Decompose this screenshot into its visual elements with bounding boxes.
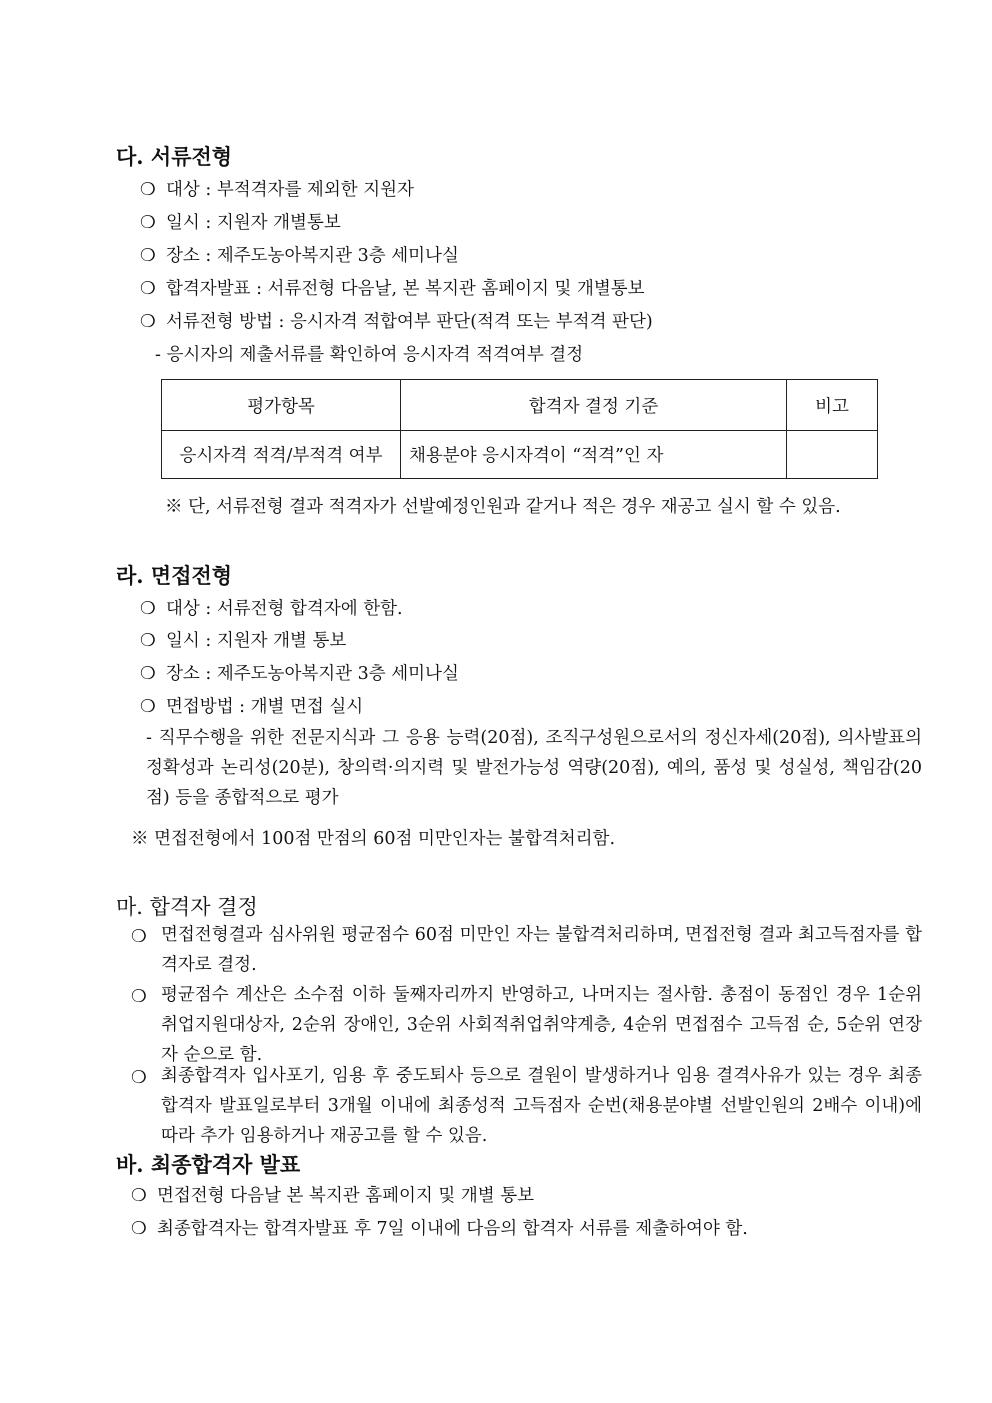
list-item: ❍ 일시 : 지원자 개별통보 (140, 210, 341, 236)
note: ※ 면접전형에서 100점 만점의 60점 미만인자는 불합격처리함. (131, 829, 616, 849)
table-cell: 응시자격 적격/부적격 여부 (162, 431, 401, 479)
section-title-final: 바. 최종합격자 발표 (116, 1152, 301, 1177)
list-item: ❍ 대상 : 서류전형 합격자에 한함. (140, 596, 403, 622)
bullet-icon: ❍ (140, 279, 156, 299)
sub-item: - 응시자의 제출서류를 확인하여 응시자격 적격여부 결정 (155, 345, 584, 365)
section-title-screening: 다. 서류전형 (116, 144, 233, 169)
bullet-icon: ❍ (140, 697, 156, 717)
list-item: ❍ 장소 : 제주도농아복지관 3층 세미나실 (140, 243, 459, 269)
list-item: ❍ 대상 : 부적격자를 제외한 지원자 (140, 177, 414, 203)
evaluation-table (161, 379, 878, 479)
table-cell: 채용분야 응시자격이 “적격”인 자 (401, 431, 787, 479)
bullet-icon: ❍ (140, 213, 156, 233)
interview-criteria: - 직무수행을 위한 전문지식과 그 응용 능력(20점), 조직구성원으로서의 정신자세(20점), 의사발표의 정확성과 논리성(20분), 창의력·의지력 및 발전가능성 역량(20점), 예의, 품성 및 성실성, 책임감(20점) 등을 종합적으로 평가 (146, 728, 922, 808)
table-header-cell: 합격자 결정 기준 (401, 380, 787, 431)
list-item: ❍ 면접전형 다음날 본 복지관 홈페이지 및 개별 통보 (131, 1183, 534, 1209)
list-item: 평균점수 계산은 소수점 이하 둘째자리까지 반영하고, 나머지는 절사함. 총점이 동점인 경우 1순위 취업지원대상자, 2순위 장애인, 3순위 사회적취업취약계층, 4순위 면접점수 고득점 순, 5순위 연장자 순으로 함. (161, 985, 922, 1065)
bullet-icon: ❍ (131, 1186, 147, 1206)
bullet-icon: ❍ (140, 246, 156, 266)
bullet-icon: ❍ (131, 1068, 147, 1088)
bullet-icon: ❍ (140, 312, 156, 332)
bullet-icon: ❍ (140, 180, 156, 200)
list-item: 면접전형결과 심사위원 평균점수 60점 미만인 자는 불합격처리하며, 면접전형 결과 최고득점자를 합격자로 결정. (161, 925, 922, 975)
note: ※ 단, 서류전형 결과 적격자가 선발예정인원과 같거나 적은 경우 재공고 실시 할 수 있음. (165, 497, 841, 517)
table-cell (787, 431, 878, 479)
table-header-row (162, 380, 878, 431)
bullet-icon: ❍ (131, 987, 147, 1007)
bullet-icon: ❍ (140, 664, 156, 684)
section-title-decision: 마. 합격자 결정 (116, 895, 258, 919)
list-item: ❍ 장소 : 제주도농아복지관 3층 세미나실 (140, 661, 459, 687)
bullet-icon: ❍ (140, 631, 156, 651)
table-header-cell: 평가항목 (162, 380, 401, 431)
bullet-icon: ❍ (131, 1219, 147, 1239)
table-row (162, 431, 878, 479)
list-item: 최종합격자 입사포기, 임용 후 중도퇴사 등으로 결원이 발생하거나 임용 결격사유가 있는 경우 최종 합격자 발표일로부터 3개월 이내에 최종성적 고득점자 순번(채용분야별 선발인원의 2배수 이내)에 따라 추가 임용하거나 재공고를 할 수 있음. (161, 1066, 922, 1146)
bullet-icon: ❍ (140, 599, 156, 619)
list-item: ❍ 면접방법 : 개별 면접 실시 (140, 694, 363, 720)
list-item: ❍ 최종합격자는 합격자발표 후 7일 이내에 다음의 합격자 서류를 제출하여야 함. (131, 1216, 748, 1242)
table-header-cell: 비고 (787, 380, 878, 431)
section-title-interview: 라. 면접전형 (116, 563, 233, 588)
list-item: ❍ 일시 : 지원자 개별 통보 (140, 628, 346, 654)
list-item: ❍ 합격자발표 : 서류전형 다음날, 본 복지관 홈페이지 및 개별통보 (140, 276, 645, 302)
bullet-icon: ❍ (131, 927, 147, 947)
list-item: ❍ 서류전형 방법 : 응시자격 적합여부 판단(적격 또는 부적격 판단) (140, 309, 653, 335)
